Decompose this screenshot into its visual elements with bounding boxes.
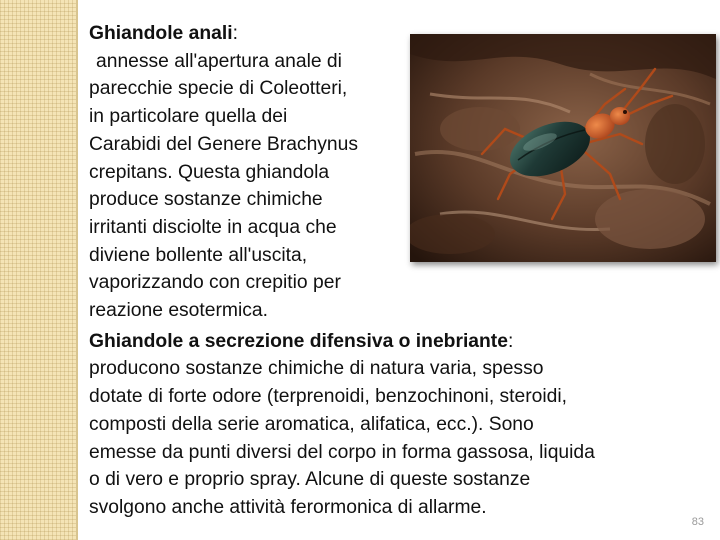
beetle-on-bark-image xyxy=(410,34,716,262)
text-line: dotate di forte odore (terprenoidi, benzochinoni, steroidi, xyxy=(89,386,568,408)
text-line: svolgono anche attività ferormonica di allarme. xyxy=(89,496,487,518)
text-line: producono sostanze chimiche di natura varia, spesso xyxy=(89,358,544,380)
paragraph-defensive-glands xyxy=(89,328,704,522)
page-number: 83 xyxy=(691,516,704,528)
beetle-photo xyxy=(410,34,716,262)
paragraph-anal-glands xyxy=(89,20,409,325)
text-line: in particolare quella dei xyxy=(89,106,288,128)
side-band-divider xyxy=(76,0,78,540)
text-line: diviene bollente all'uscita, xyxy=(89,244,308,266)
text-line: o di vero e proprio spray. Alcune di queste sostanze xyxy=(89,469,531,491)
text-line: crepitans. Questa ghiandola xyxy=(89,161,330,183)
heading-defensive-glands: Ghiandole a secrezione difensiva o inebriante xyxy=(89,330,508,352)
text-line: parecchie specie di Coleotteri, xyxy=(89,78,348,100)
text-line: vaporizzando con crepitio per xyxy=(89,272,341,294)
heading-colon: : xyxy=(507,330,514,352)
heading-colon: : xyxy=(232,23,238,44)
text-line: composti della serie aromatica, alifatica, ecc.). Sono xyxy=(89,413,534,435)
text-line: emesse da punti diversi del corpo in forma gassosa, liquida xyxy=(89,441,595,463)
text-line: Carabidi del Genere Brachynus xyxy=(89,133,359,155)
text-line: annesse all'apertura anale di xyxy=(96,50,342,72)
decorative-side-band xyxy=(0,0,76,540)
heading-anal-glands: Ghiandole anali xyxy=(89,23,233,44)
text-line: irritanti disciolte in acqua che xyxy=(89,216,337,238)
text-line: reazione esotermica. xyxy=(89,300,268,322)
text-line: produce sostanze chimiche xyxy=(89,189,323,211)
